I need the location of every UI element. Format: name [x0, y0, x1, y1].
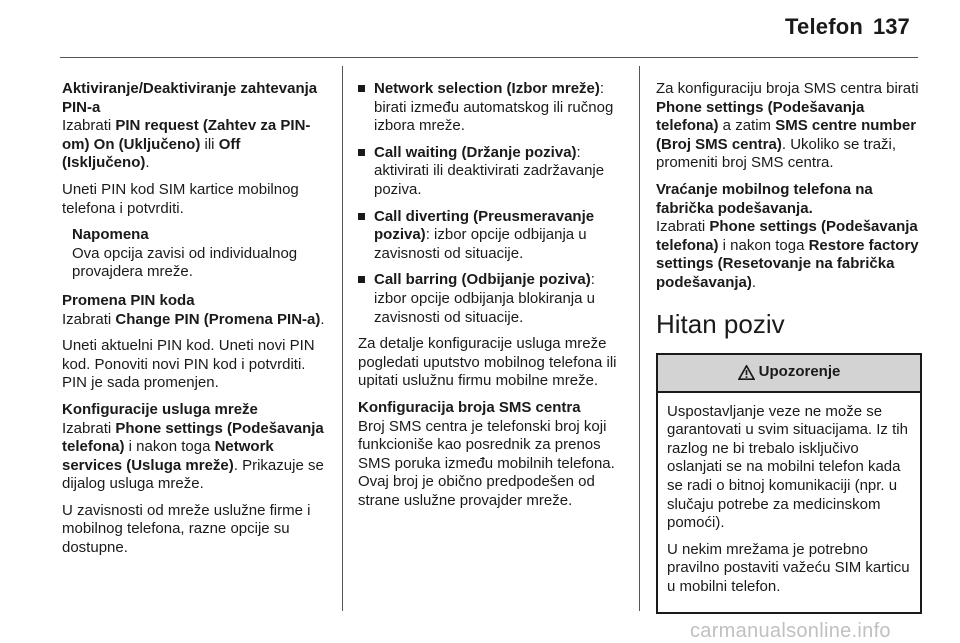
bullet-icon [358, 276, 365, 283]
bullet-icon [358, 85, 365, 92]
paragraph-factory-reset: Izabrati Phone settings (Podešavanja telefona) i nakon toga Restore factory settings (Resetovanje na fabrička podešavanja). [656, 218, 919, 291]
warning-paragraph-1: Uspostavljanje veze ne može se garantovati u svim situacijama. Iz tih razlog ne bi trebalo isključivo oslanjati se na mobilni telefon kada se radi o bitnoj komunikaciji (npr. u slučaju potrebe za medicinskom pomoći). [667, 402, 908, 532]
paragraph-enter-pin: Uneti PIN kod SIM kartice mobilnog telefona i potvrditi. [62, 180, 299, 217]
column-divider-1 [342, 66, 343, 611]
heading-factory-reset: Vraćanje mobilnog telefona na fabrička podešavanja. [656, 180, 873, 217]
warning-title: Upozorenje [758, 363, 841, 381]
warning-body [658, 393, 920, 613]
note-title: Napomena [72, 226, 149, 244]
warning-box [656, 353, 922, 615]
column-2 [358, 80, 626, 518]
list-item: Call barring (Odbijanje poziva): izbor opcije odbijanja blokiranja u zavisnosti od situacije. [358, 271, 626, 327]
paragraph-network-details: Za detalje konfiguracije usluga mreže pogledati uputstvo mobilnog telefona ili upitati uslužnu firmu mobilne mreže. [358, 335, 617, 390]
paragraph-new-pin: Uneti aktuelni PIN kod. Uneti novi PIN kod. Ponoviti novi PIN kod i potvrditi. PIN je sada promenjen. [62, 337, 315, 392]
warning-paragraph-2: U nekim mrežama je potrebno pravilno postaviti važeću SIM karticu u mobilni telefon. [667, 540, 910, 595]
heading-network-services: Konfiguracije usluga mreže [62, 400, 258, 418]
network-options-list [358, 80, 626, 327]
bullet-icon [358, 149, 365, 156]
paragraph-change-pin: Izabrati Change PIN (Promena PIN-a). [62, 310, 325, 328]
column-3 [656, 80, 922, 614]
page-number: 137 [873, 14, 910, 39]
column-1 [62, 80, 330, 566]
list-item: Network selection (Izbor mreže): birati između automatskog ili ručnog izbora mreže. [358, 80, 626, 136]
header-divider [60, 57, 918, 58]
column-divider-2 [639, 66, 640, 611]
section-title-emergency-call: Hitan poziv [656, 308, 785, 339]
list-item: Call waiting (Držanje poziva): aktivirati ili deaktivirati zadržavanje poziva. [358, 144, 626, 200]
heading-pin-request: Aktiviranje/Deaktiviranje zahtevanja PIN-a [62, 80, 318, 116]
header-title: Telefon [785, 14, 863, 39]
paragraph-network-services: Izabrati Phone settings (Podešavanja telefona) i nakon toga Network services (Usluga mreže). Prikazuje se dijalog usluga mreže. [62, 419, 324, 493]
paragraph-sms-config: Za konfiguraciju broja SMS centra birati Phone settings (Podešavanja telefona) a zatim SMS centre number (Broj SMS centra). Ukoliko se traži, promeniti broj SMS centra. [656, 80, 919, 172]
warning-triangle-icon [738, 365, 755, 380]
note-text: Ova opcija zavisi od individualnog provajdera mreže. [72, 244, 298, 281]
paragraph-pin-request: Izabrati PIN request (Zahtev za PIN-om) On (Uključeno) ili Off (Isključeno). [62, 117, 311, 172]
warning-header [658, 355, 920, 393]
paragraph-sms-centre: Broj SMS centra je telefonski broj koji funkcioniše kao posrednik za prenos SMS poruka između mobilnih telefona. Ovaj broj je obično predpodešen od strane uslužne provajder mreže. [358, 417, 615, 509]
note-block [72, 226, 330, 282]
list-item: Call diverting (Preusmeravanje poziva): izbor opcije odbijanja u zavisnosti od situacije. [358, 208, 626, 264]
bullet-icon [358, 213, 365, 220]
watermark: carmanualsonline.info [690, 620, 891, 642]
heading-sms-centre: Konfiguracija broja SMS centra [358, 398, 581, 416]
paragraph-options: U zavisnosti od mreže uslužne firme i mobilnog telefona, razne opcije su dostupne. [62, 501, 311, 557]
heading-change-pin: Promena PIN koda [62, 291, 195, 309]
